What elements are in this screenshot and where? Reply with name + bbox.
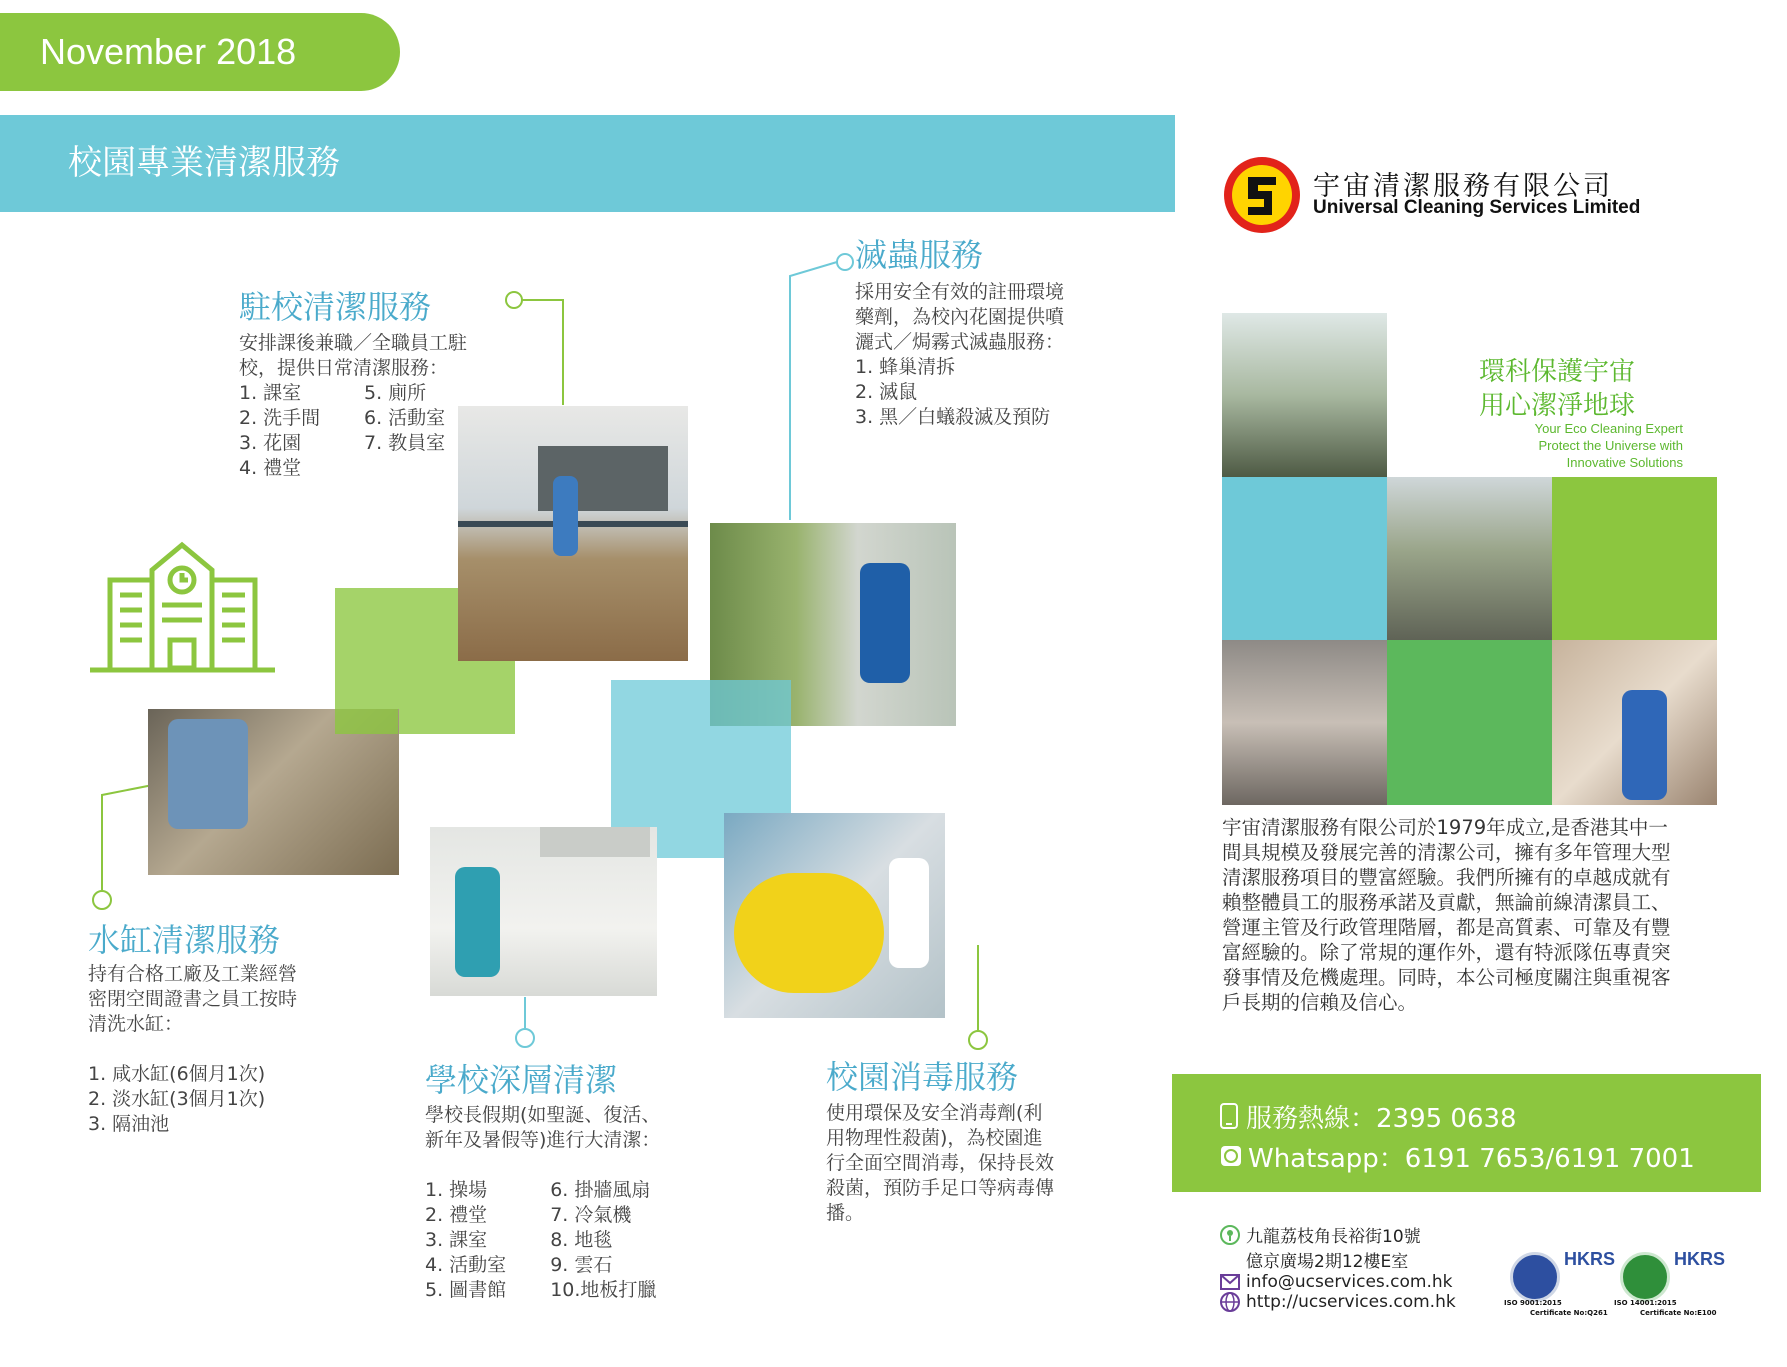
email-row	[1220, 1272, 1456, 1292]
pest-control-text	[855, 280, 1064, 430]
iso14001-badge-icon	[1620, 1252, 1670, 1302]
pest-line: 灑式／焗霧式滅蟲服務：	[855, 331, 1065, 353]
disinfection-text	[826, 1101, 1054, 1226]
list-item: 2. 洗手間	[239, 407, 321, 429]
whatsapp-icon	[1220, 1145, 1242, 1167]
list-item: 1. 咸水缸(6個月1次)	[88, 1063, 266, 1085]
slogan-cn	[1400, 355, 1635, 423]
address-row	[1220, 1222, 1456, 1247]
deep-desc-1: 學校長假期(如聖誕、復活、	[425, 1104, 661, 1126]
mosaic-square-green-dark	[1387, 640, 1552, 805]
iso14001-label: ISO 14001:2015	[1614, 1299, 1677, 1307]
deep-cleaning-title: 學校深層清潔	[425, 1061, 618, 1099]
whatsapp-row	[1220, 1136, 1761, 1176]
disinfect-line: 使用環保及安全消毒劑(利	[826, 1102, 1043, 1124]
whatsapp-text[interactable]: Whatsapp：6191 7653/6191 7001	[1248, 1143, 1695, 1174]
list-item: 3. 課室	[425, 1229, 488, 1251]
list-item: 4. 禮堂	[239, 457, 302, 479]
slogan-en-line: Innovative Solutions	[1566, 455, 1683, 470]
list-item: 3. 隔油池	[88, 1113, 170, 1135]
pest-line: 1. 蜂巢清拆	[855, 356, 956, 378]
list-item: 2. 禮堂	[425, 1204, 488, 1226]
about-line: 間具規模及發展完善的清潔公司，擁有多年管理大型	[1222, 841, 1671, 864]
tank-cleaning-title: 水缸清潔服務	[88, 921, 281, 959]
mosaic-photo-patio	[1387, 477, 1552, 640]
slogan-en	[1400, 420, 1683, 471]
mosaic-photo-pillar	[1222, 640, 1387, 805]
company-name-cn: 宇宙清潔服務有限公司	[1313, 171, 1613, 202]
email-link[interactable]: info@ucservices.com.hk	[1246, 1272, 1453, 1292]
mosaic-photo-glass	[1222, 313, 1387, 477]
tank-cleaning-text	[88, 962, 297, 1137]
deep-cleaning-photo	[430, 827, 657, 996]
about-line: 富經驗的。除了常規的運作外，還有特派隊伍專責突	[1222, 941, 1671, 964]
slogan-en-line: Protect the Universe with	[1538, 438, 1683, 453]
disinfect-line: 用物理性殺菌)，為校園進	[826, 1127, 1043, 1149]
disinfect-line: 行全面空間消毒，保持長效	[826, 1152, 1055, 1174]
contact-details	[1220, 1222, 1456, 1312]
decor-square-green-overlap	[335, 709, 398, 734]
disinfect-line: 殺菌，預防手足口等病毒傳	[826, 1177, 1055, 1199]
list-item: 6. 活動室	[364, 407, 446, 429]
list-item: 2. 淡水缸(3個月1次)	[88, 1088, 266, 1110]
address-line-1: 九龍荔枝角長裕街10號	[1246, 1227, 1421, 1247]
phone-icon	[1220, 1103, 1238, 1129]
globe-icon	[1220, 1292, 1240, 1312]
page-title: 校園專業清潔服務	[0, 115, 1175, 212]
about-line: 發事情及危機處理。同時，本公司極度關注與重視客	[1222, 966, 1671, 989]
about-line: 清潔服務項目的豐富經驗。我們所擁有的卓越成就有	[1222, 866, 1671, 889]
company-name-en: Universal Cleaning Services Limited	[1313, 197, 1641, 218]
hotline-box	[1172, 1074, 1761, 1192]
resident-desc-1: 安排課後兼職／全職員工駐	[239, 332, 468, 354]
list-item: 3. 花園	[239, 432, 302, 454]
iso9001-label: ISO 9001:2015	[1504, 1299, 1562, 1307]
pest-line: 3. 黑／白蟻殺滅及預防	[855, 406, 1051, 428]
about-line: 宇宙清潔服務有限公司於1979年成立,是香港其中一	[1222, 816, 1668, 839]
slogan-cn-line: 用心潔淨地球	[1478, 391, 1635, 421]
list-item: 1. 課室	[239, 382, 302, 404]
mosaic-square-green	[1552, 477, 1717, 640]
location-pin-icon	[1220, 1225, 1240, 1245]
list-item: 10.地板打臘	[550, 1279, 657, 1301]
hotline-text[interactable]: 服務熱線：2395 0638	[1246, 1103, 1517, 1134]
hotline-row	[1220, 1096, 1761, 1136]
school-building-icon	[90, 540, 275, 675]
resident-cleaning-text	[239, 331, 467, 481]
envelope-icon	[1220, 1274, 1240, 1290]
deep-desc-2: 新年及暑假等)進行大清潔：	[425, 1129, 661, 1151]
tank-line: 清洗水缸：	[88, 1013, 184, 1035]
slogan-cn-line: 環科保護宇宙	[1478, 357, 1635, 387]
website-link[interactable]: http://ucservices.com.hk	[1246, 1292, 1456, 1312]
list-item: 1. 操場	[425, 1179, 488, 1201]
iso9001-badge-icon	[1510, 1252, 1560, 1302]
certifications	[1500, 1247, 1730, 1317]
date-tab: November 2018	[0, 13, 400, 91]
company-logo-icon	[1220, 155, 1304, 235]
list-item: 4. 活動室	[425, 1254, 507, 1276]
list-item: 8. 地毯	[550, 1229, 613, 1251]
disinfection-photo	[724, 813, 945, 1018]
tank-line: 密閉空間證書之員工按時	[88, 988, 298, 1010]
pest-control-title: 滅蟲服務	[855, 236, 984, 274]
tank-line: 持有合格工廠及工業經營	[88, 963, 298, 985]
mosaic-square-blue	[1222, 477, 1387, 640]
list-item: 7. 教員室	[364, 432, 446, 454]
resident-desc-2: 校，提供日常清潔服務：	[239, 357, 449, 379]
about-line: 戶長期的信賴及信心。	[1222, 991, 1418, 1014]
hkqaa-badge-1: HKRS	[1564, 1249, 1616, 1269]
deep-cleaning-text	[425, 1103, 660, 1303]
list-item: 7. 冷氣機	[550, 1204, 632, 1226]
list-item: 5. 廁所	[364, 382, 427, 404]
list-item: 6. 掛牆風扇	[550, 1179, 651, 1201]
resident-items	[239, 381, 467, 481]
pest-line: 藥劑，為校內花園提供噴	[855, 306, 1065, 328]
disinfect-line: 播。	[826, 1202, 865, 1224]
list-item: 5. 圖書館	[425, 1279, 507, 1301]
pest-line: 採用安全有效的註冊環境	[855, 281, 1065, 303]
resident-cleaning-title: 駐校清潔服務	[239, 288, 432, 326]
about-line: 營運主管及行政管理階層，都是高質素、可靠及有豐	[1222, 916, 1671, 939]
classroom-photo	[458, 406, 688, 661]
about-line: 賴整體員工的服務承諾及貢獻，無論前線清潔員工、	[1222, 891, 1671, 914]
website-row	[1220, 1292, 1456, 1312]
hkqaa-badge-2: HKRS	[1674, 1249, 1726, 1269]
list-item: 9. 雲石	[550, 1254, 613, 1276]
cert-number-2: Certificate No:E100	[1640, 1309, 1717, 1317]
cert-number-1: Certificate No:Q261	[1530, 1309, 1608, 1317]
deep-items	[425, 1178, 660, 1303]
pest-line: 2. 滅鼠	[855, 381, 918, 403]
company-about	[1222, 815, 1722, 1015]
disinfection-title: 校園消毒服務	[826, 1058, 1019, 1096]
mosaic-photo-window	[1552, 640, 1717, 805]
address-line-2: 億京廣場2期12樓E室	[1246, 1252, 1409, 1272]
slogan-en-line: Your Eco Cleaning Expert	[1534, 421, 1683, 436]
